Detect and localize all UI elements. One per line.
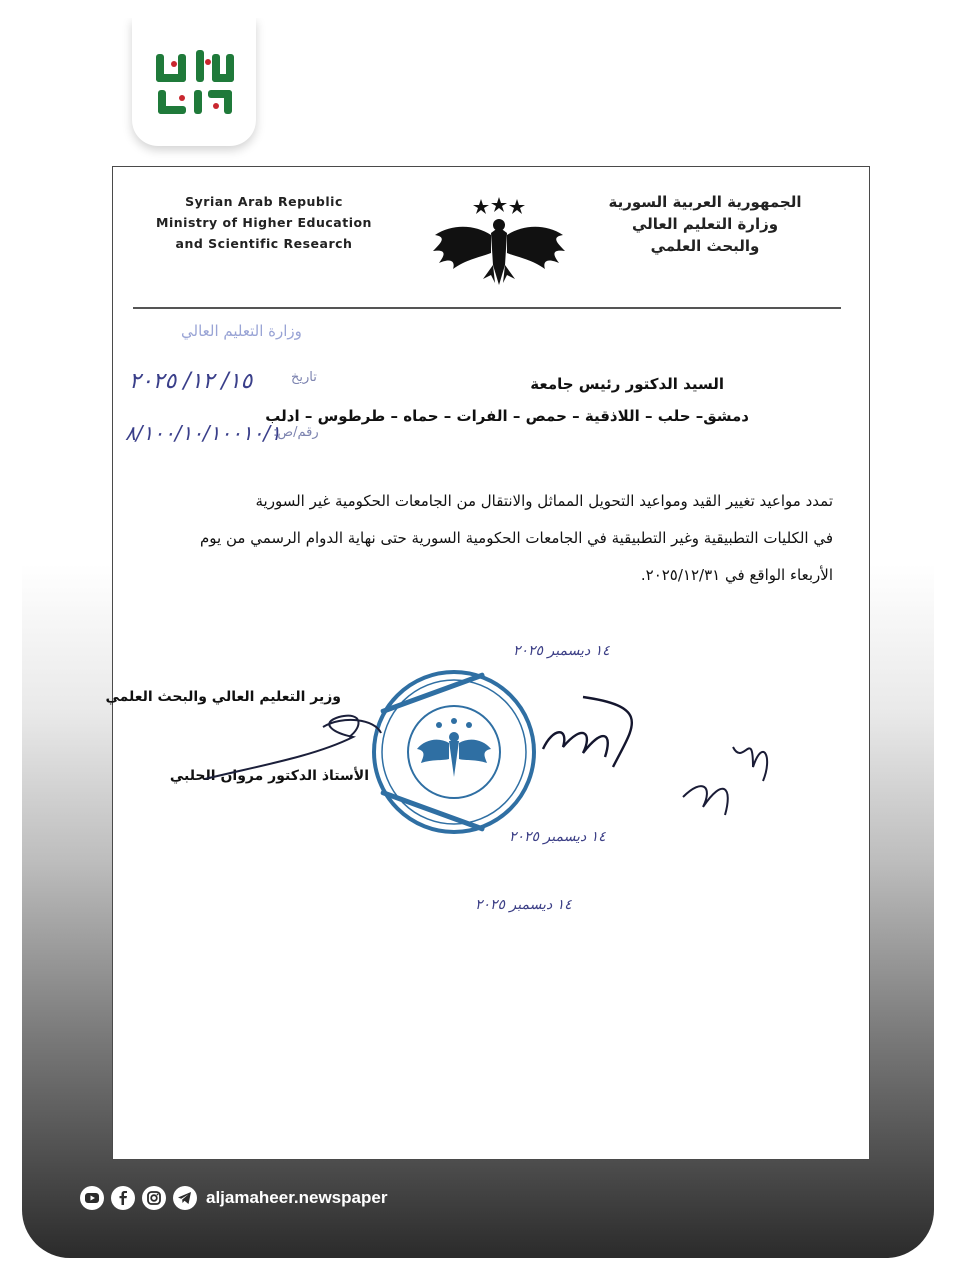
- letterhead-arabic: [565, 191, 845, 257]
- stamp-date-value: ١٥/ ١٢/ ٢٠٢٥: [129, 369, 253, 394]
- recipient-title: السيد الدكتور رئيس جامعة: [530, 375, 724, 393]
- letterhead-english-line: Syrian Arab Republic: [185, 194, 343, 209]
- signatory-name: الأستاذ الدكتور مروان الحلبي: [169, 768, 369, 784]
- registry-stamp-ministry: وزارة التعليم العالي: [181, 322, 302, 340]
- poster-frame: [22, 18, 934, 1258]
- body-line: الأربعاء الواقع في ٢٠٢٥/١٢/٣١.: [640, 566, 833, 584]
- header-divider: [133, 307, 841, 309]
- youtube-icon[interactable]: [80, 1186, 104, 1210]
- letterhead-english: [129, 191, 399, 254]
- letter-body: [159, 483, 833, 594]
- recipient-cities: دمشق– حلب – اللاذقية – حمص – الفرات – حماه – طرطوس – ادلب: [265, 407, 749, 425]
- margin-signature-icon: [683, 747, 767, 815]
- body-line: في الكليات التطبيقية وغير التطبيقية في الجامعات الحكومية السورية حتى نهاية الدوام الرسمي من يوم: [200, 529, 833, 547]
- newspaper-logo: [132, 18, 256, 146]
- stamp-date-label: تاريخ: [291, 370, 317, 385]
- instagram-icon[interactable]: [142, 1186, 166, 1210]
- logo-mark-icon: [146, 40, 242, 124]
- letterhead-arabic-line: وزارة التعليم العالي: [631, 215, 779, 233]
- ministry-seal-icon: [369, 667, 539, 837]
- signatures-overlay: [113, 167, 869, 1159]
- letterhead-arabic-line: والبحث العلمي: [650, 237, 760, 255]
- letterhead-arabic-line: الجمهورية العربية السورية: [608, 193, 802, 211]
- social-handle[interactable]: aljamaheer.newspaper: [206, 1188, 388, 1207]
- letterhead-english-line: Ministry of Higher Education: [156, 215, 372, 230]
- eagle-emblem-icon: [431, 195, 567, 287]
- body-line: تمدد مواعيد تغيير القيد ومواعيد التحويل المماثل والانتقال من الجامعات الحكومية غير السورية: [255, 492, 833, 510]
- stamp-number-value: ٨/١٠٠/١٠/١٠٠١٠/١: [125, 421, 281, 445]
- facebook-icon[interactable]: [111, 1186, 135, 1210]
- initials-signature-icon: [543, 697, 632, 767]
- letterhead-english-line: and Scientific Research: [175, 236, 353, 251]
- handwritten-date: ١٤ ديسمبر ٢٠٢٥: [475, 897, 572, 913]
- stamp-number-label: رقم/ص:: [273, 425, 319, 440]
- handwritten-date: ١٤ ديسمبر ٢٠٢٥: [509, 829, 606, 845]
- telegram-icon[interactable]: [173, 1186, 197, 1210]
- signatory-title: وزير التعليم العالي والبحث العلمي: [105, 689, 341, 705]
- social-icons: [80, 1186, 197, 1210]
- official-letter: [105, 166, 870, 1160]
- handwritten-date: ١٤ ديسمبر ٢٠٢٥: [513, 643, 610, 659]
